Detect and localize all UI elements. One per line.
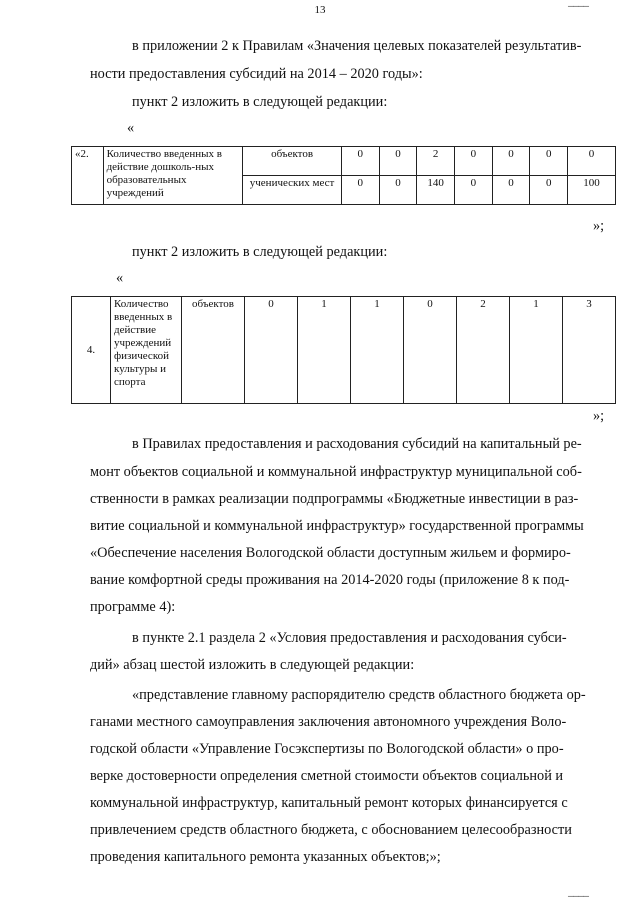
para1-line: ственности в рамках реализации подпрограммы «Бюджетные инвестиции в раз- — [90, 491, 579, 507]
value-cell: 100 — [568, 176, 616, 205]
para1-line: в Правилах предоставления и расходования субсидий на капитальный ре- — [132, 436, 582, 452]
value-cell: 0 — [492, 176, 530, 205]
value-cell: 0 — [455, 176, 493, 205]
para3-line: годской области «Управление Госэкспертизы по Вологодской области» о про- — [90, 741, 564, 757]
para3-line: верке достоверности определения сметной стоимости объектов социальной и — [90, 768, 564, 784]
table-row — [72, 147, 616, 176]
indicator-name: Количество введенных в действие учреждений физической культуры и спорта — [111, 297, 182, 404]
para3-line: ганами местного самоуправления заключения автономного учреждения Воло- — [90, 714, 567, 730]
para3-line: проведения капитального ремонта указанных объектов;»; — [90, 849, 441, 865]
para1-line: монт объектов социальной и коммунальной инфраструктур муниципальной соб- — [90, 464, 582, 480]
value-cell: 0 — [455, 147, 493, 176]
value-cell: 1 — [298, 297, 351, 404]
value-cell: 140 — [417, 176, 455, 205]
unit-cell: ученических мест — [243, 176, 342, 205]
value-cell: 0 — [341, 176, 379, 205]
indicator-table-1 — [71, 146, 616, 205]
value-cell: 1 — [351, 297, 404, 404]
unit-cell: объектов — [243, 147, 342, 176]
scan-mark-bottom: ———— — [568, 892, 589, 903]
para3-line: коммунальной инфраструктур, капитальный ремонт которых финансируется с — [90, 795, 568, 811]
indicator-name: Количество введенных в действие дошколь-ных образовательных учреждений — [103, 147, 243, 205]
value-cell: 0 — [379, 176, 417, 205]
row-number: «2. — [72, 147, 104, 205]
item-2: пункт 2 изложить в следующей редакции: — [132, 244, 388, 260]
intro-item: пункт 2 изложить в следующей редакции: — [132, 94, 388, 110]
value-cell: 1 — [510, 297, 563, 404]
value-cell: 0 — [245, 297, 298, 404]
open-quote-2: « — [116, 270, 124, 286]
close-quote-1: »; — [593, 218, 605, 234]
intro-line-1: в приложении 2 к Правилам «Значения целевых показателей результатив- — [132, 38, 582, 54]
open-quote-1: « — [127, 120, 135, 136]
intro-line-2: ности предоставления субсидий на 2014 – 2020 годы»: — [90, 66, 423, 82]
value-cell: 0 — [379, 147, 417, 176]
para2-line: дий» абзац шестой изложить в следующей редакции: — [90, 657, 415, 673]
value-cell: 0 — [492, 147, 530, 176]
scan-mark-top: ———— — [568, 2, 589, 13]
value-cell: 3 — [563, 297, 616, 404]
value-cell: 2 — [417, 147, 455, 176]
row-number: 4. — [72, 297, 111, 404]
page-number: 13 — [314, 4, 326, 16]
para1-line: «Обеспечение населения Вологодской области доступным жильем и формиро- — [90, 545, 571, 561]
value-cell: 0 — [530, 176, 568, 205]
indicator-table-2 — [71, 296, 616, 404]
para3-line: привлечением средств областного бюджета, с обоснованием целесообразности — [90, 822, 572, 838]
close-quote-2: »; — [593, 408, 605, 424]
value-cell: 2 — [457, 297, 510, 404]
para1-line: витие социальной и коммунальной инфраструктур» государственной программы — [90, 518, 584, 534]
para3-line: «представление главному распорядителю средств областного бюджета ор- — [132, 687, 586, 703]
value-cell: 0 — [341, 147, 379, 176]
table-row — [72, 297, 616, 404]
unit-cell: объектов — [182, 297, 245, 404]
value-cell: 0 — [568, 147, 616, 176]
para1-line: программе 4): — [90, 599, 176, 615]
value-cell: 0 — [404, 297, 457, 404]
para1-line: вание комфортной среды проживания на 2014-2020 годы (приложение 8 к под- — [90, 572, 570, 588]
value-cell: 0 — [530, 147, 568, 176]
para2-line: в пункте 2.1 раздела 2 «Условия предоставления и расходования субси- — [132, 630, 567, 646]
